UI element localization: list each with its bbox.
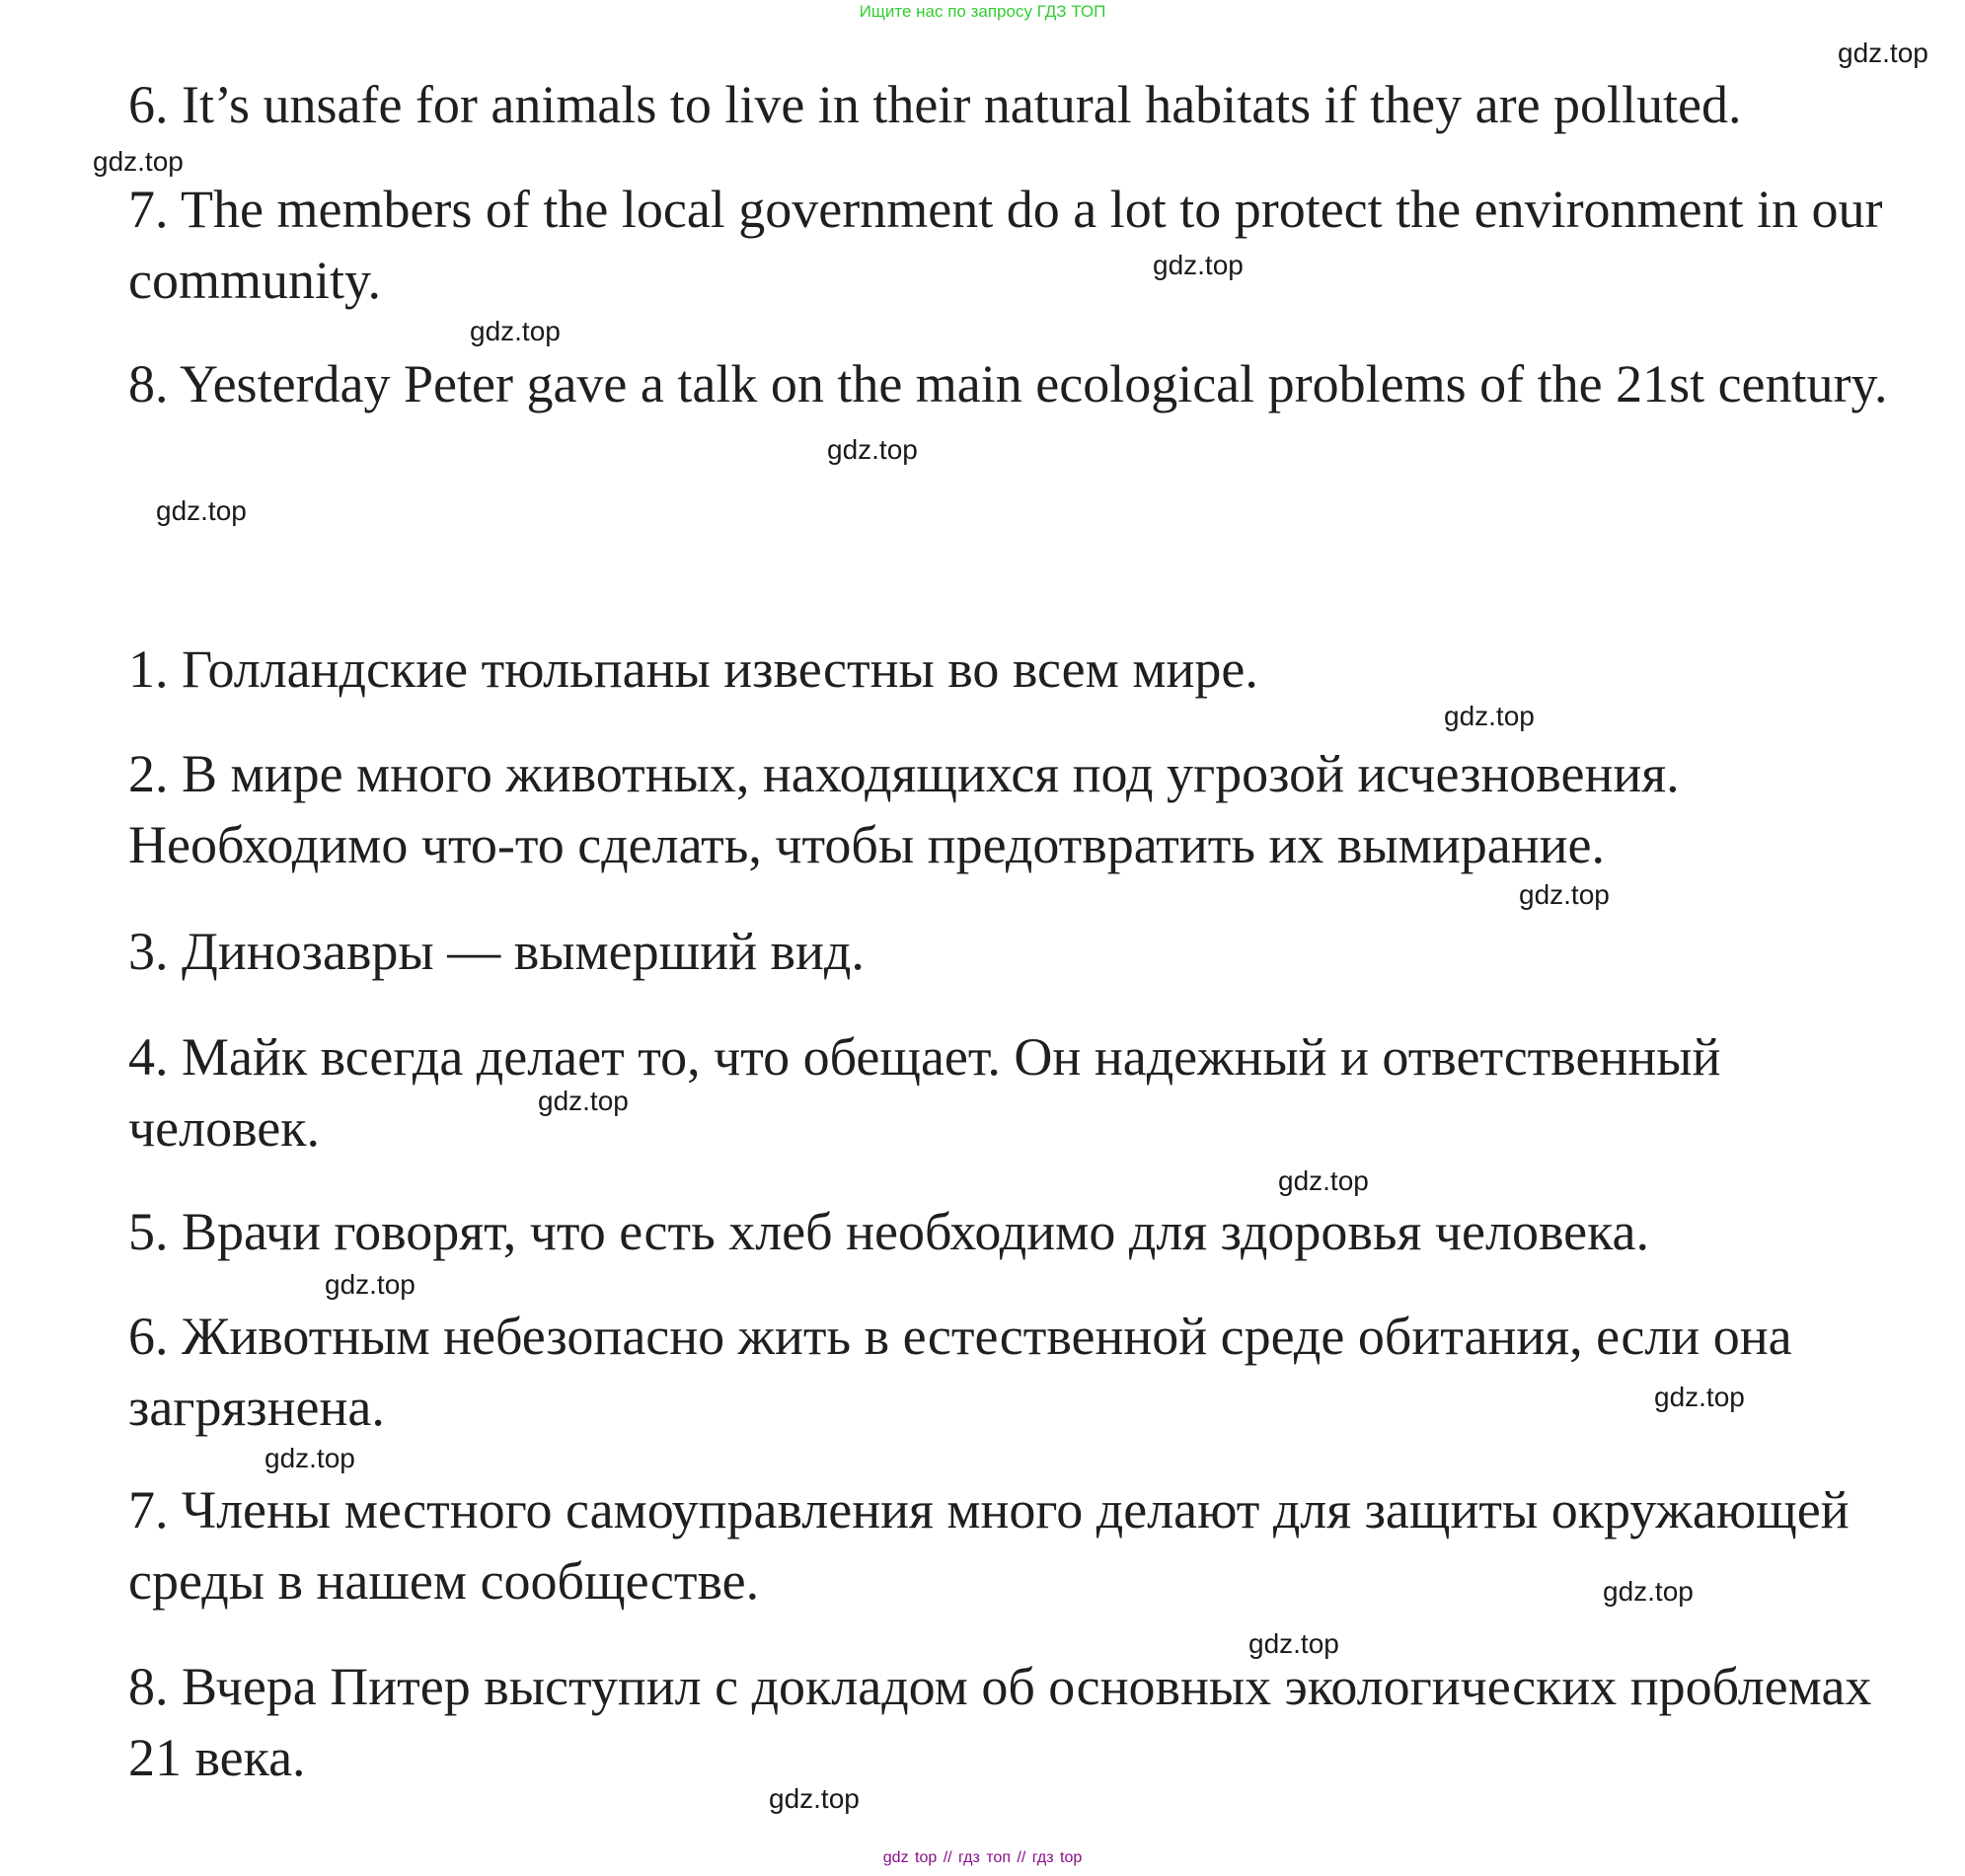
russian-item-6: 6. Животным небезопасно жить в естественной среде обитания, если она загрязнена. [128, 1307, 1792, 1437]
watermark: gdz.top [538, 1086, 629, 1116]
watermark: gdz.top [1278, 1165, 1369, 1196]
watermark: gdz.top [156, 495, 247, 526]
watermark: gdz.top [827, 434, 918, 465]
watermark: gdz.top [1444, 701, 1535, 731]
watermark: gdz.top [265, 1443, 355, 1473]
watermark: gdz.top [470, 316, 561, 346]
russian-item-4: 4. Майк всегда делает то, что обещает. Он надежный и ответственный человек. [128, 1027, 1721, 1158]
footer-watermark: gdz top // гдз топ // гдз top [882, 1849, 1083, 1866]
english-item-7: 7. The members of the local government do a lot to protect the environment in our community. [128, 180, 1883, 310]
watermark: gdz.top [93, 146, 184, 177]
russian-item-8: 8. Вчера Питер выступил с докладом об основных экологических проблемах 21 века. [128, 1657, 1872, 1787]
watermark: gdz.top [1838, 38, 1928, 68]
watermark: gdz.top [1603, 1576, 1694, 1607]
russian-item-7: 7. Члены местного самоуправления много делают для защиты окружающей среды в нашем сообществе. [128, 1480, 1850, 1611]
russian-item-3: 3. Динозавры — вымерший вид. [128, 922, 865, 981]
russian-item-1: 1. Голландские тюльпаны известны во всем мире. [128, 639, 1258, 699]
watermark: gdz.top [1248, 1628, 1339, 1659]
watermark: gdz.top [1654, 1382, 1745, 1412]
english-item-6: 6. It’s unsafe for animals to live in their natural habitats if they are polluted. [128, 75, 1742, 134]
watermark: gdz.top [769, 1783, 860, 1814]
watermark: gdz.top [325, 1269, 416, 1300]
top-banner: Ищите нас по запросу ГДЗ ТОП [859, 2, 1106, 21]
english-item-8: 8. Yesterday Peter gave a talk on the main ecological problems of the 21st century. [128, 354, 1888, 413]
watermark: gdz.top [1519, 879, 1610, 910]
russian-item-2: 2. В мире много животных, находящихся под угрозой исчезновения. Необходимо что-то сделать, чтобы предотвратить их вымирание. [128, 744, 1680, 874]
watermark: gdz.top [1153, 250, 1244, 280]
russian-item-5: 5. Врачи говорят, что есть хлеб необходимо для здоровья человека. [128, 1202, 1650, 1261]
